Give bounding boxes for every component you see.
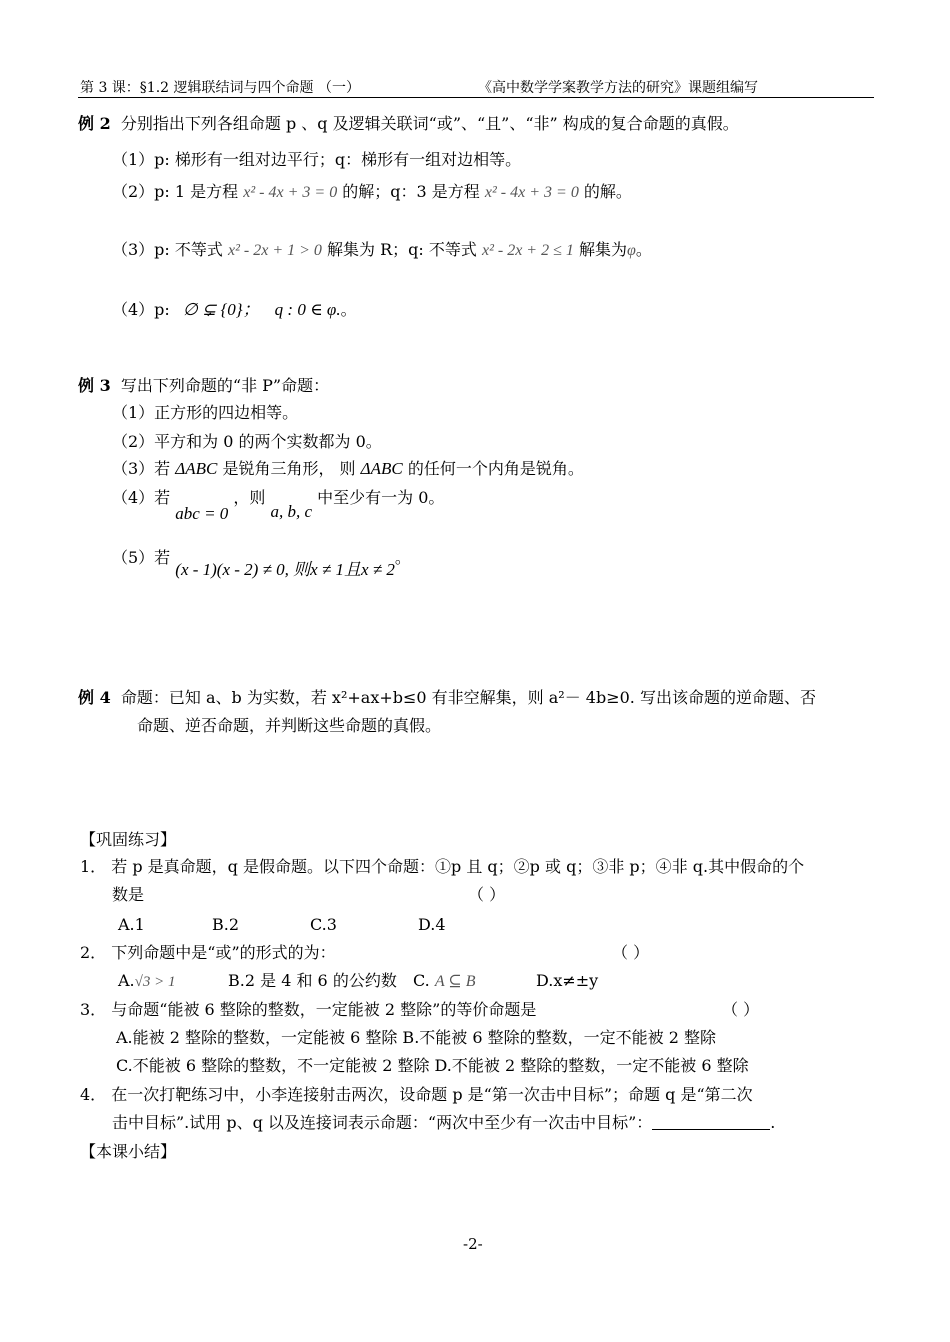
practice-q4-line-1: 4． 在一次打靶练习中，小李连接射击两次，设命题 p 是“第一次击中目标”；命题 q 是“第二次 (80, 1085, 753, 1104)
example-2-item-1: （1）p: 梯形有一组对边平行；q：梯形有一组对边相等。 (112, 150, 522, 169)
item-text: 击中目标”.试用 p、q 以及连接词表示命题：“两次中至少有一次击中目标”： (112, 1113, 653, 1132)
summary-title: 【本课小结】 (80, 1142, 177, 1161)
example-3-item-4 (112, 488, 445, 523)
q2-option-b: B.2 是 4 和 6 的公约数 (228, 971, 397, 990)
practice-q2: 2． 下列命题中是“或”的形式的为： (80, 943, 336, 962)
header-right: 《高中数学学案教学方法的研究》课题组编写 (478, 80, 758, 96)
option-label: A. (118, 971, 135, 990)
example-3-text: 写出下列命题的“非 P”命题： (120, 376, 330, 395)
option-label: C. (413, 971, 430, 990)
item-text: 中至少有一为 0。 (317, 488, 445, 507)
practice-q3: 3． 与命题“能被 6 整除的整数，一定能被 2 整除”的等价命题是 (80, 1000, 537, 1019)
item-text: 。 (394, 548, 411, 567)
example-2-intro (78, 114, 739, 134)
item-text: 解集为 (578, 240, 627, 259)
q2-option-a (118, 971, 176, 992)
sqrt-expression: √3 > 1 (134, 974, 176, 990)
item-text: 的解；q：3 是方程 (342, 182, 480, 201)
item-text: （3）p: 不等式 (112, 240, 223, 259)
header-left: 第 3 课：§1.2 逻辑联结词与四个命题 （一） (80, 80, 360, 96)
example-2-label: 例 2 (78, 114, 111, 133)
item-text: 解集为 R；q: 不等式 (327, 240, 477, 259)
example-3-item-3 (112, 459, 584, 479)
inequality: x² - 2x + 2 ≤ 1 (481, 242, 574, 259)
option-c: C.3 (310, 915, 337, 934)
example-3-intro (78, 376, 329, 396)
item-text: 。 (635, 240, 652, 259)
triangle-symbol: ΔABC (360, 459, 403, 478)
answer-paren: （ ） (722, 1000, 760, 1019)
set-expression: ∅ ⊊ {0}； (182, 300, 260, 319)
example-3-item-5 (112, 548, 411, 579)
example-3-label: 例 3 (78, 376, 111, 395)
q3-options-ab: A.能被 2 整除的整数，一定能被 6 整除 B.不能被 6 整除的整数，一定不能被 2 整除 (116, 1028, 716, 1047)
item-text: （2）p: 1 是方程 (112, 182, 239, 201)
answer-blank[interactable] (652, 1113, 770, 1130)
practice-q1-line-2: 数是 (112, 885, 145, 904)
product-equation: abc = 0 (175, 504, 229, 523)
item-text: （3）若 (112, 459, 171, 478)
item-text: 是锐角三角形， 则 (222, 459, 356, 478)
item-text: 的任何一个内角是锐角。 (407, 459, 584, 478)
example-2-item-4 (112, 300, 357, 320)
item-text: 。 (340, 300, 357, 319)
example-2-item-2 (112, 182, 632, 203)
answer-paren: （ ） (468, 885, 506, 904)
q2-option-c (413, 971, 476, 992)
subset-expression: A ⊆ B (434, 973, 476, 990)
example-3-item-1: （1）正方形的四边相等。 (112, 403, 299, 422)
item-text: （5）若 (112, 548, 171, 567)
practice-q4-line-2 (112, 1113, 775, 1133)
option-a: A.1 (118, 915, 145, 934)
item-text: （4）若 (112, 488, 171, 507)
example-4-text: 命题：已知 a、b 为实数，若 x²+ax+b≤0 有非空解集，则 a²－ 4b≥0. 写出该命题的逆命题、否 (120, 688, 816, 707)
example-2-text: 分别指出下列各组命题 p 、q 及逻辑关联词“或”、“且”、“非” 构成的复合命题的真假。 (120, 114, 739, 133)
example-4-label: 例 4 (78, 688, 111, 707)
practice-title: 【巩固练习】 (80, 830, 177, 849)
item-text: ，则 (233, 488, 266, 507)
equation: x² - 4x + 3 = 0 (484, 184, 579, 201)
example-3-item-2: （2）平方和为 0 的两个实数都为 0。 (112, 432, 382, 451)
membership-expression: q : 0 ∈ φ. (274, 300, 341, 319)
item-text: （4）p: (112, 300, 170, 319)
inequality: x² - 2x + 1 > 0 (228, 242, 322, 259)
example-4-line-1 (78, 688, 816, 708)
header-rule (78, 97, 874, 98)
example-2-item-3 (112, 240, 652, 261)
q2-option-d: D.x≠±y (536, 971, 599, 990)
item-text: 的解。 (583, 182, 632, 201)
triangle-symbol: ΔABC (175, 459, 218, 478)
q3-options-cd: C.不能被 6 整除的整数，不一定能被 2 整除 D.不能被 2 整除的整数，一定不能被 6 整除 (116, 1056, 749, 1075)
page-number: -2- (463, 1235, 483, 1253)
example-4-line-2: 命题、逆否命题，并判断这些命题的真假。 (137, 716, 442, 735)
practice-q1-line-1: 1． 若 p 是真命题，q 是假命题。以下四个命题：①p 且 q；②p 或 q；③非 p；④非 q.其中假命的个 (80, 857, 805, 876)
option-d: D.4 (418, 915, 446, 934)
variables: a, b, c (270, 502, 313, 521)
option-b: B.2 (212, 915, 240, 934)
condition-expression: (x - 1)(x - 2) ≠ 0, 则x ≠ 1且x ≠ 2 (175, 560, 395, 579)
equation: x² - 4x + 3 = 0 (243, 184, 338, 201)
item-text: . (770, 1113, 776, 1132)
answer-paren: （ ） (612, 943, 650, 962)
empty-set-symbol: φ (626, 242, 636, 259)
